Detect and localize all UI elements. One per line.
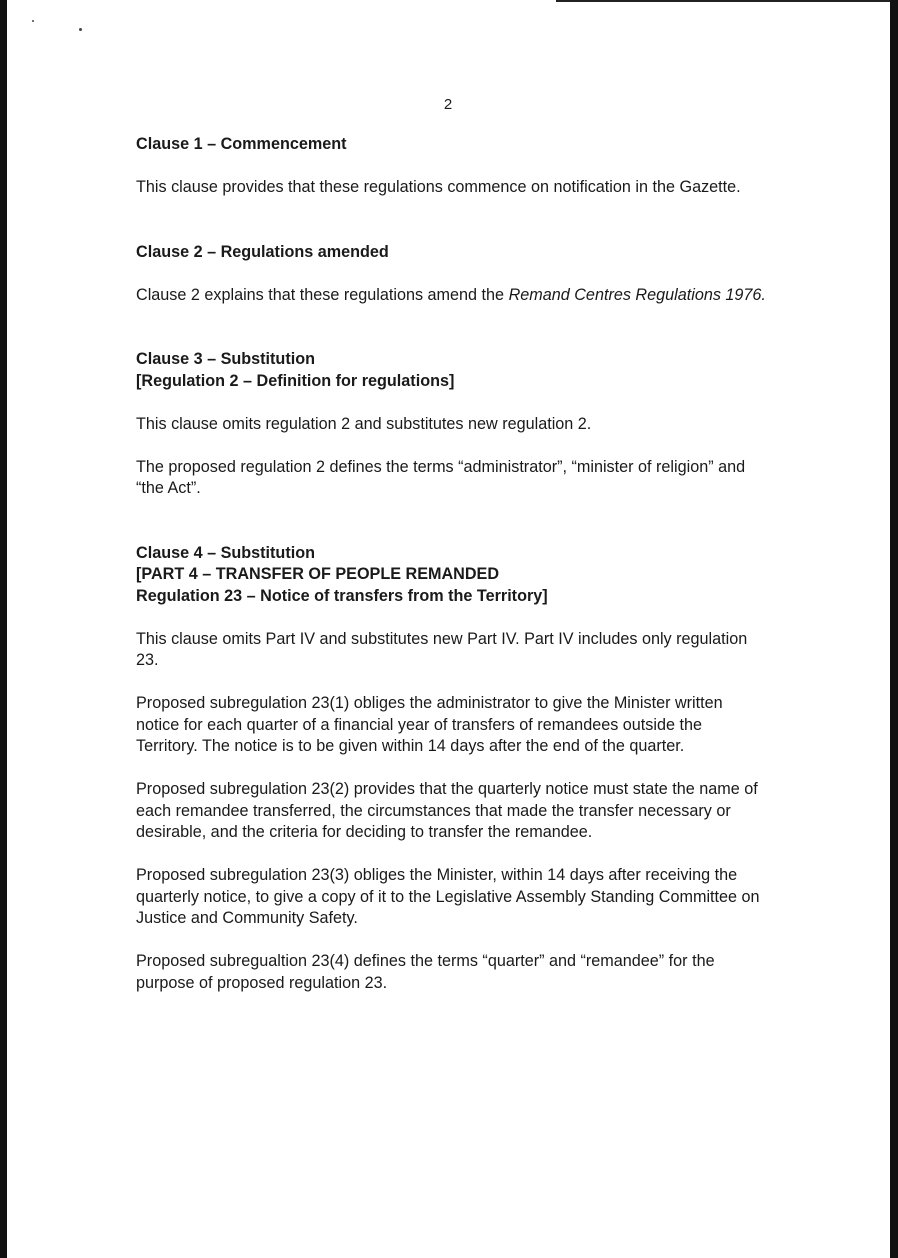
clause-4-subheading-regulation: Regulation 23 – Notice of transfers from the Territory]: [136, 586, 548, 605]
regulation-title: Remand Centres Regulations 1976: [508, 285, 762, 304]
scan-top-rule: [556, 0, 890, 2]
document-body: [136, 134, 766, 994]
clause-2-paragraph-1: [136, 285, 766, 307]
clause-3-subheading: [Regulation 2 – Definition for regulations]: [136, 371, 455, 390]
clause-4-paragraph-4: Proposed subregulation 23(3) obliges the Minister, within 14 days after receiving the quarterly notice, to give a copy of it to the Legislative Assembly Standing Committee on Justice and Community Safety.: [136, 866, 760, 927]
clause-2-heading: Clause 2 – Regulations amended: [136, 242, 389, 261]
scan-speck: [32, 20, 34, 22]
clause-4-paragraph-2: Proposed subregulation 23(1) obliges the administrator to give the Minister written notice for each quarter of a financial year of transfers of remandees outside the Territory. The notice is to be given within 14 days after the end of the quarter.: [136, 694, 723, 755]
clause-2-period: .: [761, 285, 766, 304]
clause-1-heading: Clause 1 – Commencement: [136, 135, 347, 153]
scan-speck: [79, 28, 82, 31]
clause-4-heading: Clause 4 – Substitution: [136, 543, 315, 562]
scan-right-edge: [890, 0, 898, 1258]
clause-3-paragraph-2: The proposed regulation 2 defines the terms “administrator”, “minister of religion” and “the Act”.: [136, 457, 746, 497]
scan-left-edge: [0, 0, 7, 1258]
clause-1-paragraph-1: This clause provides that these regulations commence on notification in the Gazette.: [136, 178, 741, 196]
clause-4-paragraph-3: Proposed subregulation 23(2) provides that the quarterly notice must state the name of each remandee transferred, the circumstances that made the transfer necessary or desirable, and the criteria for deciding to transfer the remandee.: [136, 780, 758, 841]
clause-4-subheading-part: [PART 4 – TRANSFER OF PEOPLE REMANDED: [136, 565, 500, 583]
clause-2-text: Clause 2 explains that these regulations amend the: [136, 285, 509, 304]
clause-4-paragraph-5: Proposed subregualtion 23(4) defines the terms “quarter” and “remandee” for the purpose of proposed regulation 23.: [136, 952, 715, 992]
page-number: 2: [443, 96, 453, 113]
clause-3-paragraph-1: This clause omits regulation 2 and substitutes new regulation 2.: [136, 414, 592, 433]
clause-3-heading: Clause 3 – Substitution: [136, 350, 315, 368]
clause-4-paragraph-1: This clause omits Part IV and substitutes new Part IV. Part IV includes only regulation 23.: [136, 629, 748, 669]
